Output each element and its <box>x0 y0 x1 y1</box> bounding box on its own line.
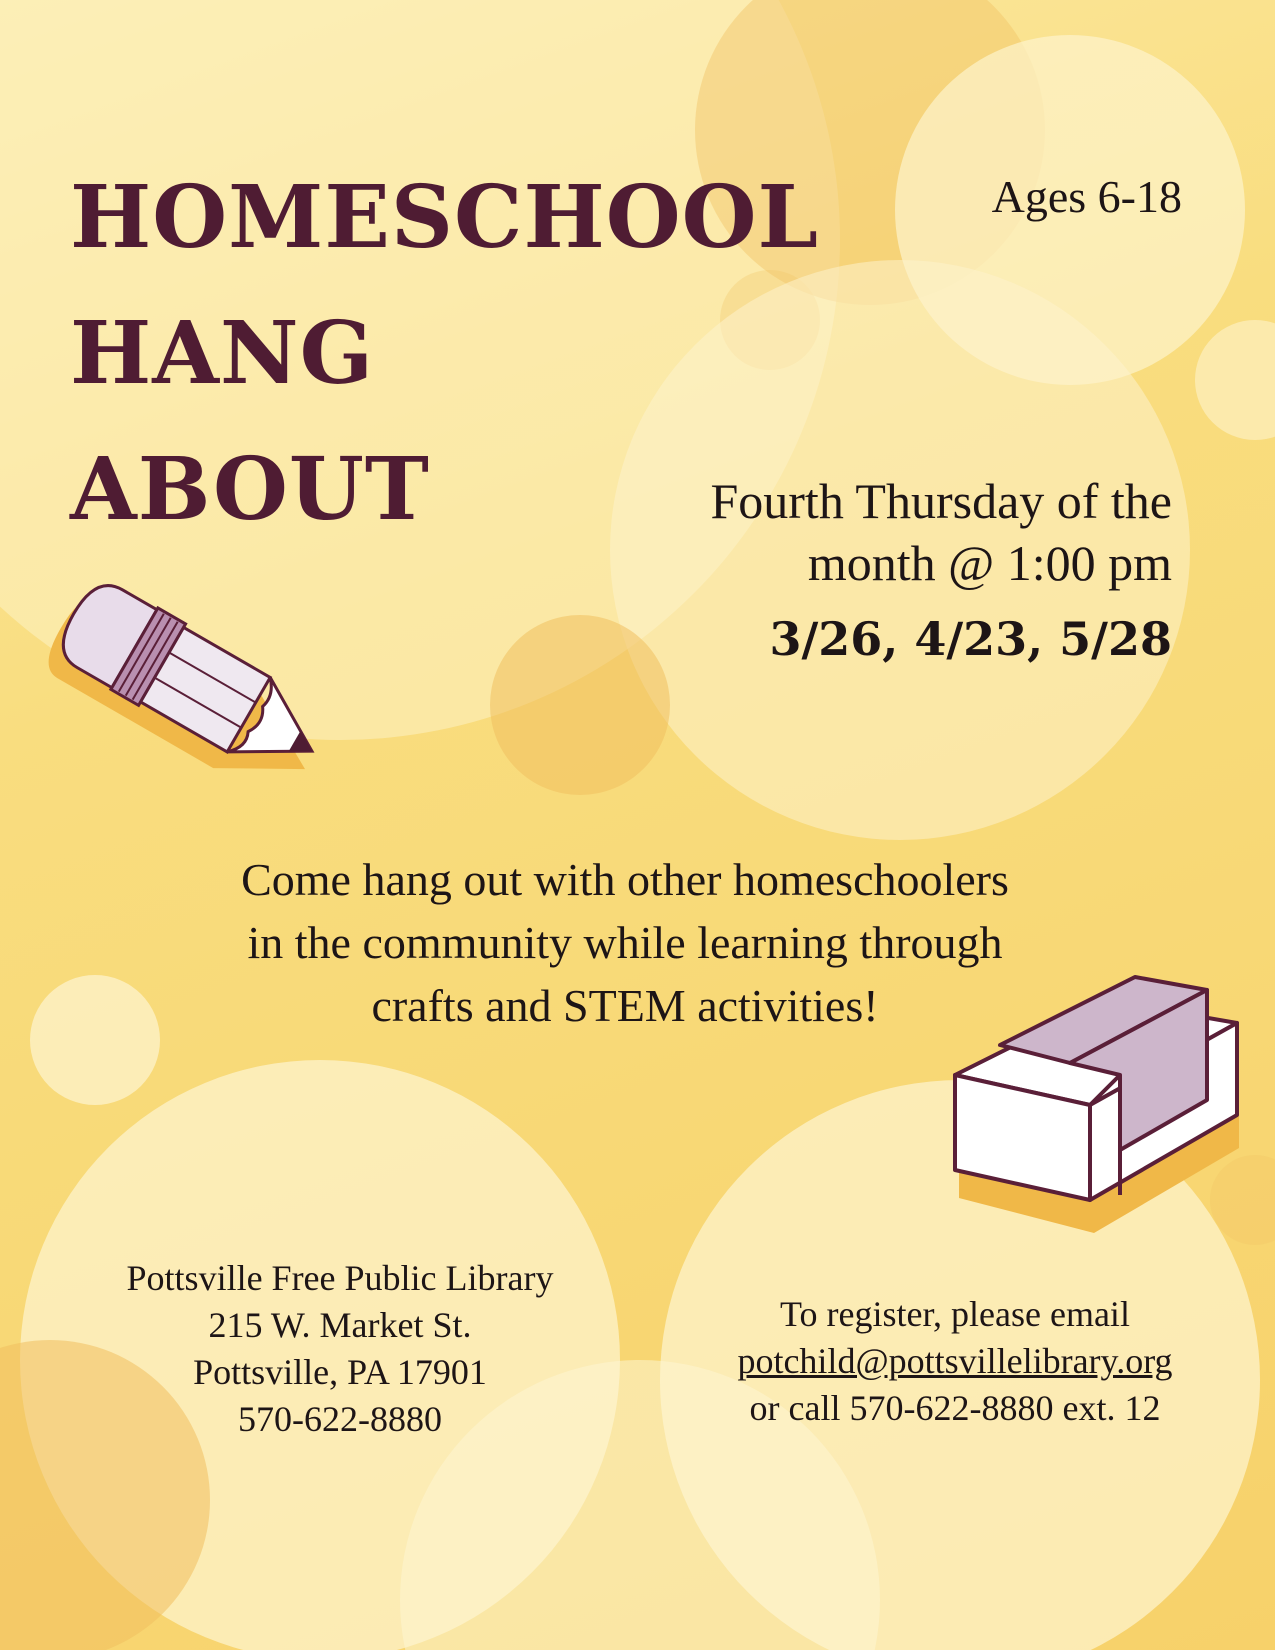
registration-info <box>690 1291 1220 1432</box>
register-email-link[interactable]: potchild@pottsvillelibrary.org <box>737 1341 1173 1381</box>
description-line-3: crafts and STEM activities! <box>371 980 879 1031</box>
title-line-1: HOMESCHOOL <box>70 167 820 268</box>
description-line-1: Come hang out with other homeschoolers <box>241 854 1009 905</box>
age-range: Ages 6-18 <box>991 171 1182 222</box>
library-city: Pottsville, PA 17901 <box>193 1352 487 1392</box>
eraser-icon <box>945 975 1245 1245</box>
library-name: Pottsville Free Public Library <box>126 1258 554 1298</box>
library-address <box>80 1255 600 1443</box>
library-street: 215 W. Market St. <box>208 1305 472 1345</box>
description-line-2: in the community while learning through <box>247 917 1003 968</box>
register-line-3: or call 570-622-8880 ext. 12 <box>749 1388 1161 1428</box>
register-line-1: To register, please email <box>780 1294 1130 1334</box>
event-title <box>70 150 819 558</box>
schedule-line-1: Fourth Thursday of the <box>710 473 1172 529</box>
schedule-line-2: month @ 1:00 pm <box>807 535 1172 591</box>
title-line-3: ABOUT <box>70 439 430 540</box>
pencil-icon <box>30 540 370 810</box>
event-dates: 3/26, 4/23, 5/28 <box>769 612 1172 666</box>
title-line-2: HANG <box>70 303 375 404</box>
library-phone: 570-622-8880 <box>238 1399 442 1439</box>
schedule <box>710 470 1172 594</box>
